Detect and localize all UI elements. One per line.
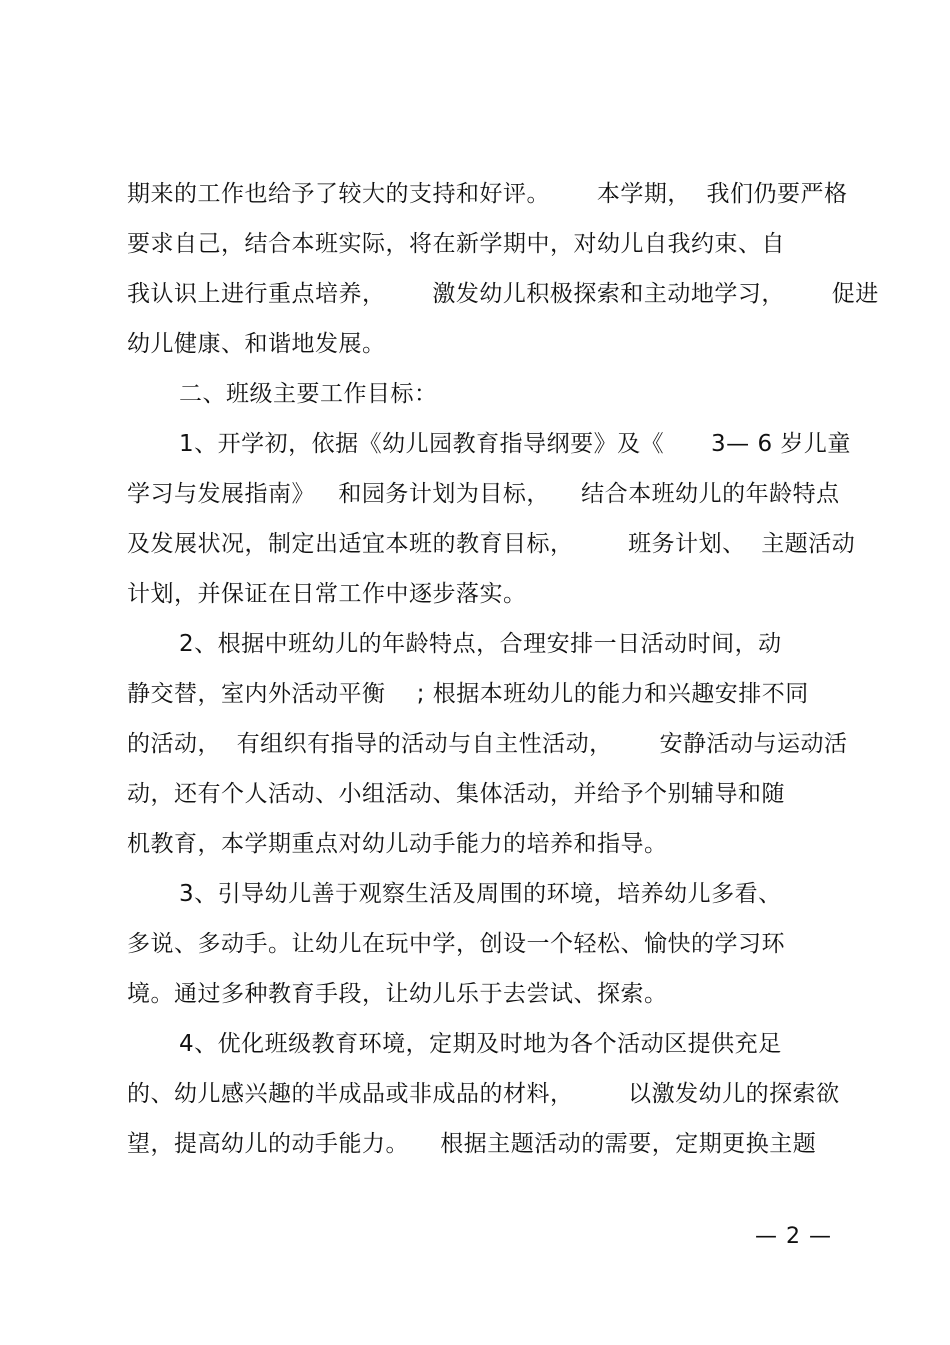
text-line-3: 我认识上进行重点培养， 激发幼儿积极探索和主动地学习， 促进 xyxy=(127,281,879,307)
text-line-1: 期来的工作也给予了较大的支持和好评。 本学期， 我们仍要严格 xyxy=(127,181,848,207)
section-heading: 二、班级主要工作目标： xyxy=(179,381,438,407)
text-line-12: 的活动， 有组织有指导的活动与自主性活动， 安静活动与运动活 xyxy=(127,731,848,757)
text-line-20: 望，提高幼儿的动手能力。 根据主题活动的需要，定期更换主题 xyxy=(127,1131,817,1157)
text-line-8: 及发展状况，制定出适宜本班的教育目标， 班务计划、 主题活动 xyxy=(127,531,856,557)
text-line-13: 动，还有个人活动、小组活动、集体活动，并给予个别辅导和随 xyxy=(127,781,785,807)
text-line-11: 静交替，室内外活动平衡 ; 根据本班幼儿的能力和兴趣安排不同 xyxy=(127,681,809,707)
text-line-14: 机教育，本学期重点对幼儿动手能力的培养和指导。 xyxy=(127,831,668,857)
text-line-17: 境。通过多种教育手段，让幼儿乐于去尝试、探索。 xyxy=(127,981,668,1007)
page-number: — 2 — xyxy=(755,1224,832,1249)
text-line-10: 2、根据中班幼儿的年龄特点，合理安排一日活动时间，动 xyxy=(179,631,782,657)
text-line-9: 计划，并保证在日常工作中逐步落实。 xyxy=(127,581,527,607)
text-line-7: 学习与发展指南》 和园务计划为目标， 结合本班幼儿的年龄特点 xyxy=(127,481,840,507)
text-line-15: 3、引导幼儿善于观察生活及周围的环境，培养幼儿多看、 xyxy=(179,881,782,907)
text-line-2: 要求自己，结合本班实际，将在新学期中，对幼儿自我约束、自 xyxy=(127,231,785,257)
text-line-19: 的、幼儿感兴趣的半成品或非成品的材料， 以激发幼儿的探索欲 xyxy=(127,1081,840,1107)
text-line-16: 多说、多动手。让幼儿在玩中学，创设一个轻松、愉快的学习环 xyxy=(127,931,785,957)
text-line-18: 4、优化班级教育环境，定期及时地为各个活动区提供充足 xyxy=(179,1031,782,1057)
text-line-4: 幼儿健康、和谐地发展。 xyxy=(127,331,386,357)
text-line-6: 1、开学初，依据《幼儿园教育指导纲要》及《 3— 6 岁儿童 xyxy=(179,431,851,457)
